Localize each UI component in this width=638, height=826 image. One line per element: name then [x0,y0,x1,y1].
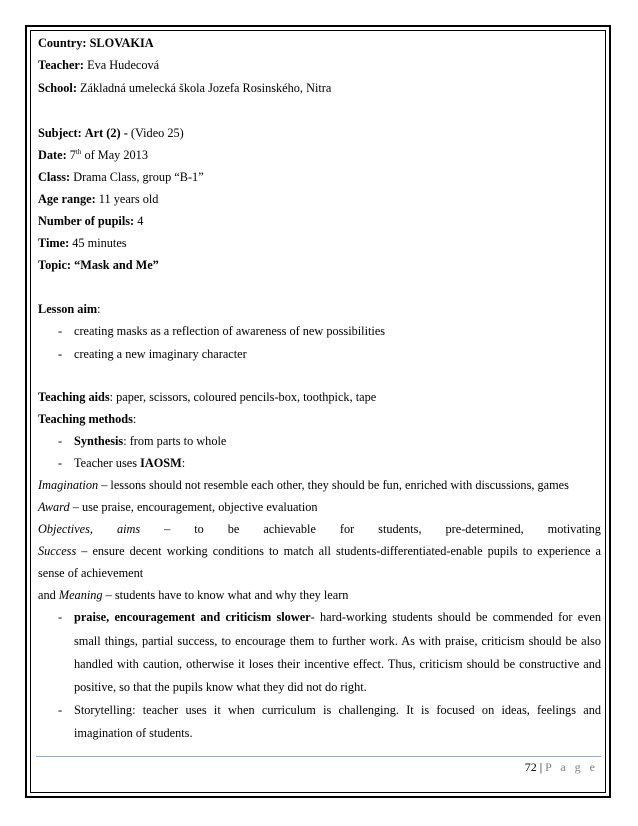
topic-line: Topic: “Mask and Me” [38,258,159,272]
page-word: P a g e [545,760,598,774]
success-line-cont: sense of achievement [38,566,144,580]
success-line: Success – ensure decent working conditions to match all students-differentiated-enable pupils to experience a [38,544,601,558]
country-value: SLOVAKIA [89,36,154,50]
teacher-line: Teacher: Eva Hudecová [38,58,160,72]
award-line: Award – use praise, encouragement, objective evaluation [38,500,318,514]
school-line: School: Základná umelecká škola Jozefa Rosinského, Nitra [38,81,332,95]
time-line: Time: 45 minutes [38,236,127,250]
country-line: Country: SLOVAKIA [38,36,154,50]
teaching-aids-line: Teaching aids: paper, scissors, coloured pencils-box, toothpick, tape [38,390,377,404]
age-range-line: Age range: 11 years old [38,192,159,206]
lesson-aim-heading: Lesson aim: [38,302,101,316]
subject-value: Art (2) - [84,126,128,140]
objectives-line: Objectives, aims – to be achievable for students, pre-determined, motivating [38,522,601,536]
page-footer: 72 | P a g e [524,760,598,774]
subject-line: Subject: Art (2) - (Video 25) [38,126,184,140]
imagination-line: Imagination – lessons should not resemble each other, they should be fun, enriched with discussions, games [38,478,569,492]
page-number: 72 [524,760,537,774]
date-line: Date: 7th of May 2013 [38,148,148,162]
teacher-value: Eva Hudecová [87,58,160,72]
class-line: Class: Drama Class, group “B-1” [38,170,204,184]
meaning-line: and Meaning – students have to know what and why they learn [38,588,349,602]
teaching-methods-heading: Teaching methods: [38,412,137,426]
school-value: Základná umelecká škola Jozefa Rosinského, Nitra [80,81,332,95]
footer-divider [36,756,601,757]
pupils-line: Number of pupils: 4 [38,214,144,228]
